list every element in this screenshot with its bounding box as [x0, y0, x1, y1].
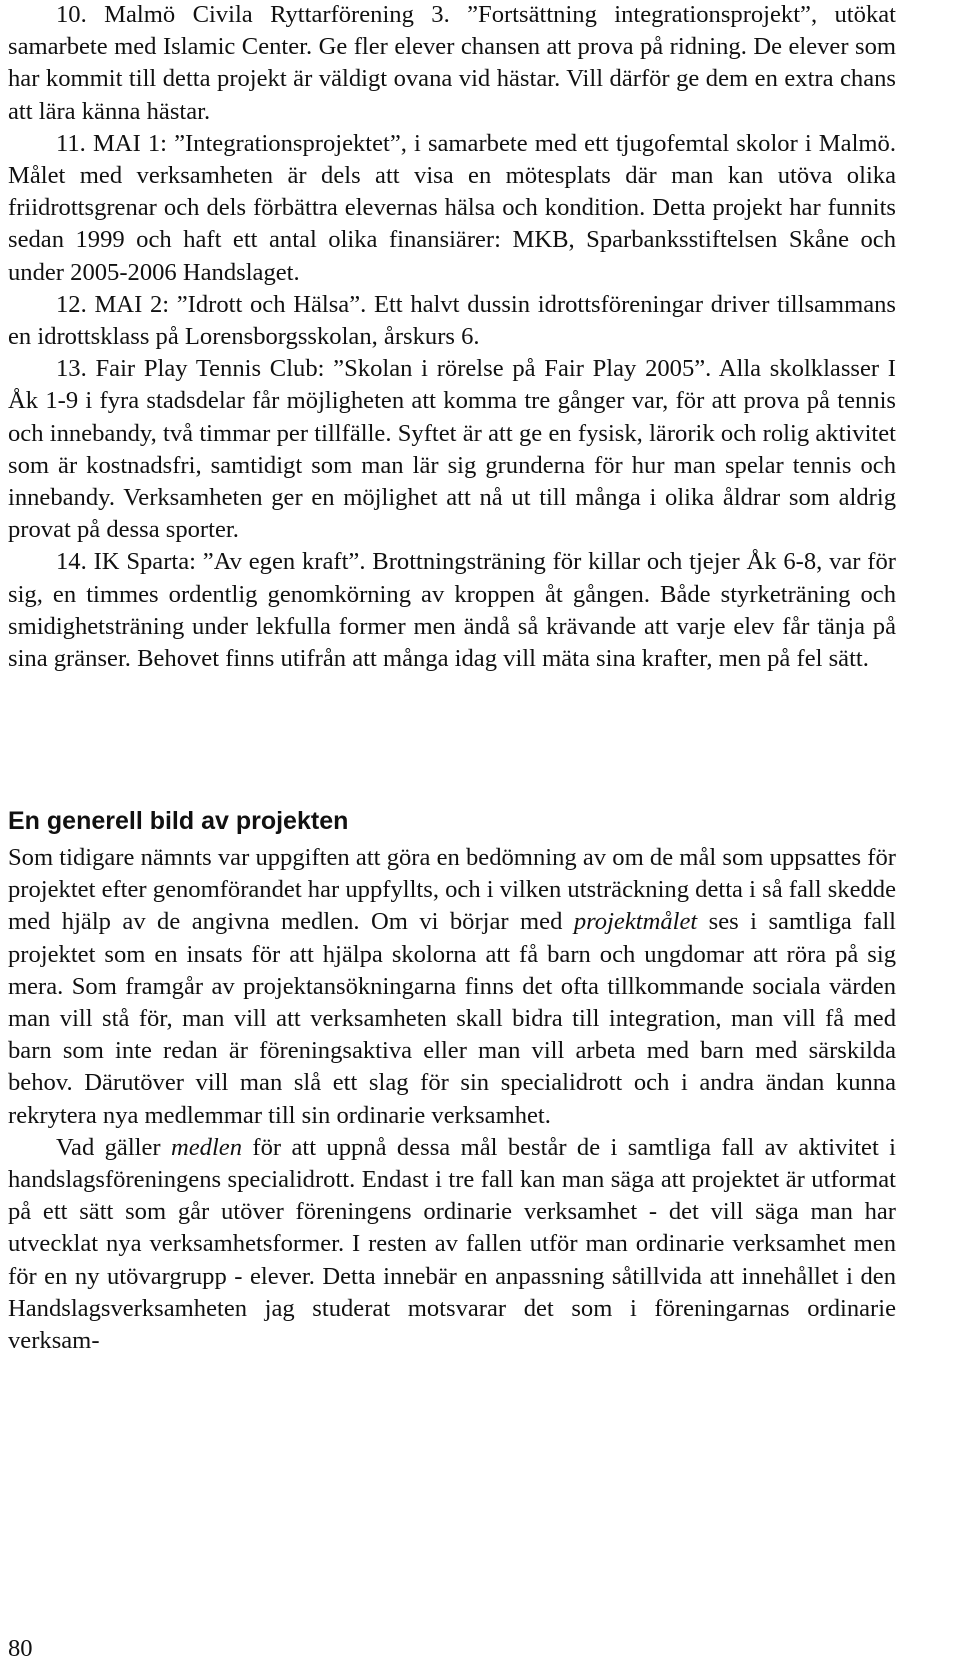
item-title: Malmö Civila Ryttarförening 3. ”Fortsättning integrationsprojekt”, utökat samarbete med Islamic Center.	[8, 1, 896, 61]
item-number: 11.	[56, 129, 86, 157]
paragraph-text: Vad gäller	[56, 1133, 171, 1161]
item-title: MAI 2: ”Idrott och Hälsa”.	[94, 290, 367, 318]
item-text: Alla skolklasser I Åk 1-9 i fyra stadsdelar får möjligheten att komma tre gånger var, för att prova på tennis och innebandy, två timmar per tillfälle. Syftet är att ge en fysisk, lärorik och rolig aktivitet som är kostnadsfri, samtidigt som man lär sig grunderna för hur man spelar tennis och innebandy. Verksamheten ger en möjlighet att nå ut till många i olika åldrar som aldrig provat på dessa sporter.	[8, 355, 896, 544]
emphasis-term: medlen	[171, 1133, 243, 1161]
list-item	[8, 353, 896, 546]
item-title: MAI 1: ”Integrationsprojektet”, i samarbete med ett tjugofemtal skolor i Malmö.	[92, 129, 896, 157]
paragraph-text: ses i samtliga fall projektet som en insats för att hjälpa skolorna att få barn och ungdomar att röra på sig mera. Som framgår av projektansökningarna finns det ofta tillkommande sociala värden man vill stå för, man vill att verksamheten skall bidra till integration, man vill få med barn som inte redan är föreningsaktiva eller man vill arbeta med barn med särskilda behov. Därutöver vill man slå ett slag för sin specialidrott och i andra ändan kunna rekrytera nya medlemmar till sin ordinarie verksamhet.	[8, 908, 896, 1129]
section-heading: En generell bild av projekten	[8, 807, 349, 835]
item-text: Ge fler elever chansen att prova på ridning. De elever som har kommit till detta projekt är väldigt ovana vid hästar. Vill därför ge dem en extra chans att lära känna hästar.	[8, 33, 896, 125]
item-title: IK Sparta: ”Av egen kraft”.	[93, 548, 366, 576]
item-text: Brottningsträning för killar och tjejer Åk 6-8, var för sig, en timmes ordentlig genomkörning av kroppen åt gången. Både styrketräning och smidighetsträning under lekfulla former men ändå så krävande att varje elev får tänja på sina gränser. Behovet finns utifrån att många idag vill mäta sina krafter, men på fel sätt.	[8, 548, 896, 673]
list-item	[8, 128, 896, 289]
item-number: 10.	[56, 1, 87, 28]
paragraph-text: Som tidigare nämnts var uppgiften att göra en bedömning av om de mål som uppsattes för projektet efter genomförandet har uppfyllts, och i vilken utsträckning detta i så fall skedde med hjälp av de angivna medlen. Om vi börjar med	[8, 844, 896, 936]
item-number: 12.	[56, 290, 87, 318]
paragraph	[8, 1132, 896, 1357]
item-title: Fair Play Tennis Club: ”Skolan i rörelse på Fair Play 2005”.	[95, 355, 712, 383]
list-item	[8, 289, 896, 353]
paragraph-text: för att uppnå dessa mål består de i samtliga fall av aktivitet i handslagsföreningens specialidrott. Endast i tre fall kan man säga att projektet är utformat på ett sätt som går utöver föreningens ordinarie verksamhet - det vill säga man har utvecklat nya verksamhetsformer. I resten av fallen utför man ordinarie verksamhet men för en ny utövargrupp - elever. Detta innebär en anpassning såtillvida att innehållet i den Handslagsverksamheten jag studerat motsvarar det som i föreningarnas ordinarie verksam-	[8, 1133, 896, 1355]
list-item	[8, 546, 896, 675]
project-list	[8, 0, 896, 675]
list-item	[8, 0, 896, 128]
item-number: 14.	[56, 548, 87, 576]
item-text: Målet med verksamheten är dels att visa en mötesplats där man kan utöva olika friidrottsgrenar och dels förbättra elevernas hälsa och kondition. Detta projekt har funnits sedan 1999 och haft ett antal olika finansiärer: MKB, Sparbanksstiftelsen Skåne och under 2005-2006 Handslaget.	[8, 162, 896, 286]
emphasis-term: projektmålet	[573, 908, 698, 936]
item-number: 13.	[56, 355, 87, 383]
paragraph	[8, 842, 896, 1132]
page-number: 80	[8, 1635, 33, 1662]
item-text: Ett halvt dussin idrottsföreningar driver tillsammans en idrottsklass på Lorensborgsskolan, årskurs 6.	[8, 290, 896, 351]
section-body	[8, 842, 896, 1357]
